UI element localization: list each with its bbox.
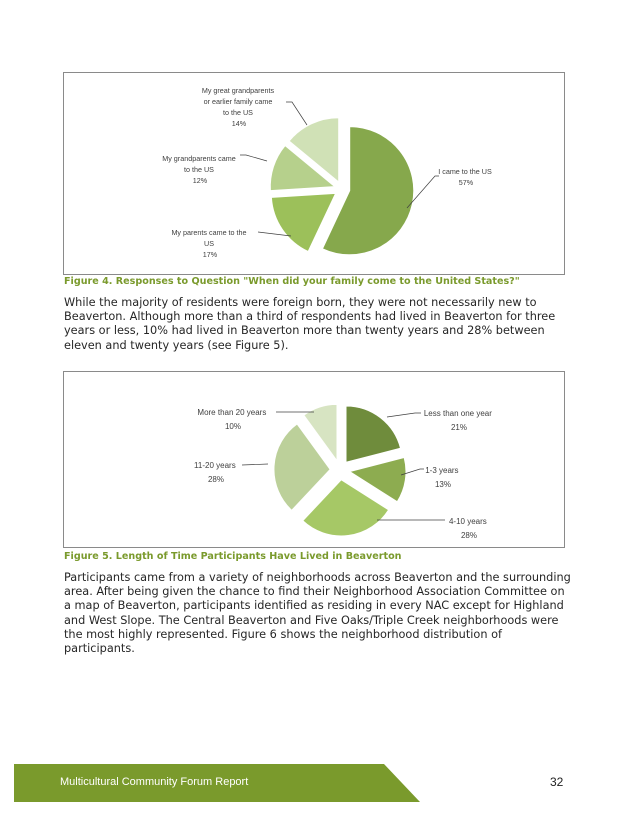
footer-title: Multicultural Community Forum Report (60, 776, 249, 788)
slice-label: More than 20 years 10% (197, 408, 267, 431)
figure-5-caption: Figure 5. Length of Time Participants Have Lived in Beaverton (64, 551, 402, 562)
leader-line (286, 102, 307, 125)
figure-4-pie (64, 73, 564, 274)
page-footer (14, 764, 638, 802)
page-number: 32 (550, 775, 564, 789)
slice-label: I came to the US 57% (438, 167, 492, 187)
slice-label: My parents came to the US 17% (171, 228, 247, 259)
slice-label: Less than one year 21% (423, 409, 492, 432)
slice-label: My great grandparents or earlier family came to the US 14% (201, 86, 275, 128)
body-paragraph: While the majority of residents were foreign born, they were not necessarily new to Beaverton. Although more than a third of respondents had lived in Beaverton for three years or less, 10% had lived in Beaverton more than twenty years and 28% between eleven and twenty years (see Figure 5). (64, 296, 556, 352)
slice-label: 4-10 years 28% (448, 517, 487, 540)
figure-4-chart (63, 72, 565, 275)
pie-slice (346, 406, 400, 462)
slice-label: 11-20 years 28% (194, 461, 236, 484)
figure-5-pie (64, 372, 564, 547)
figure-4-caption: Figure 4. Responses to Question "When did your family come to the United States?" (64, 276, 520, 287)
leader-line (242, 464, 268, 465)
leader-line (387, 413, 421, 417)
slice-label: My grandparents came to the US 12% (162, 154, 236, 185)
body-paragraph: Participants came from a variety of neighborhoods across Beaverton and the surrounding area. After being given the chance to find their Neighborhood Association Committee on a map of Beaverton, participants identified as residing in every NAC except for Highland and West Slope. The Central Beaverton and Five Oaks/Triple Creek neighborhoods were the most highly represented. Figure 6 shows the neighborhood distribution of participants. (64, 571, 571, 656)
figure-5-chart (63, 371, 565, 548)
leader-line (240, 155, 267, 161)
slice-label: 1-3 years 13% (425, 466, 459, 489)
